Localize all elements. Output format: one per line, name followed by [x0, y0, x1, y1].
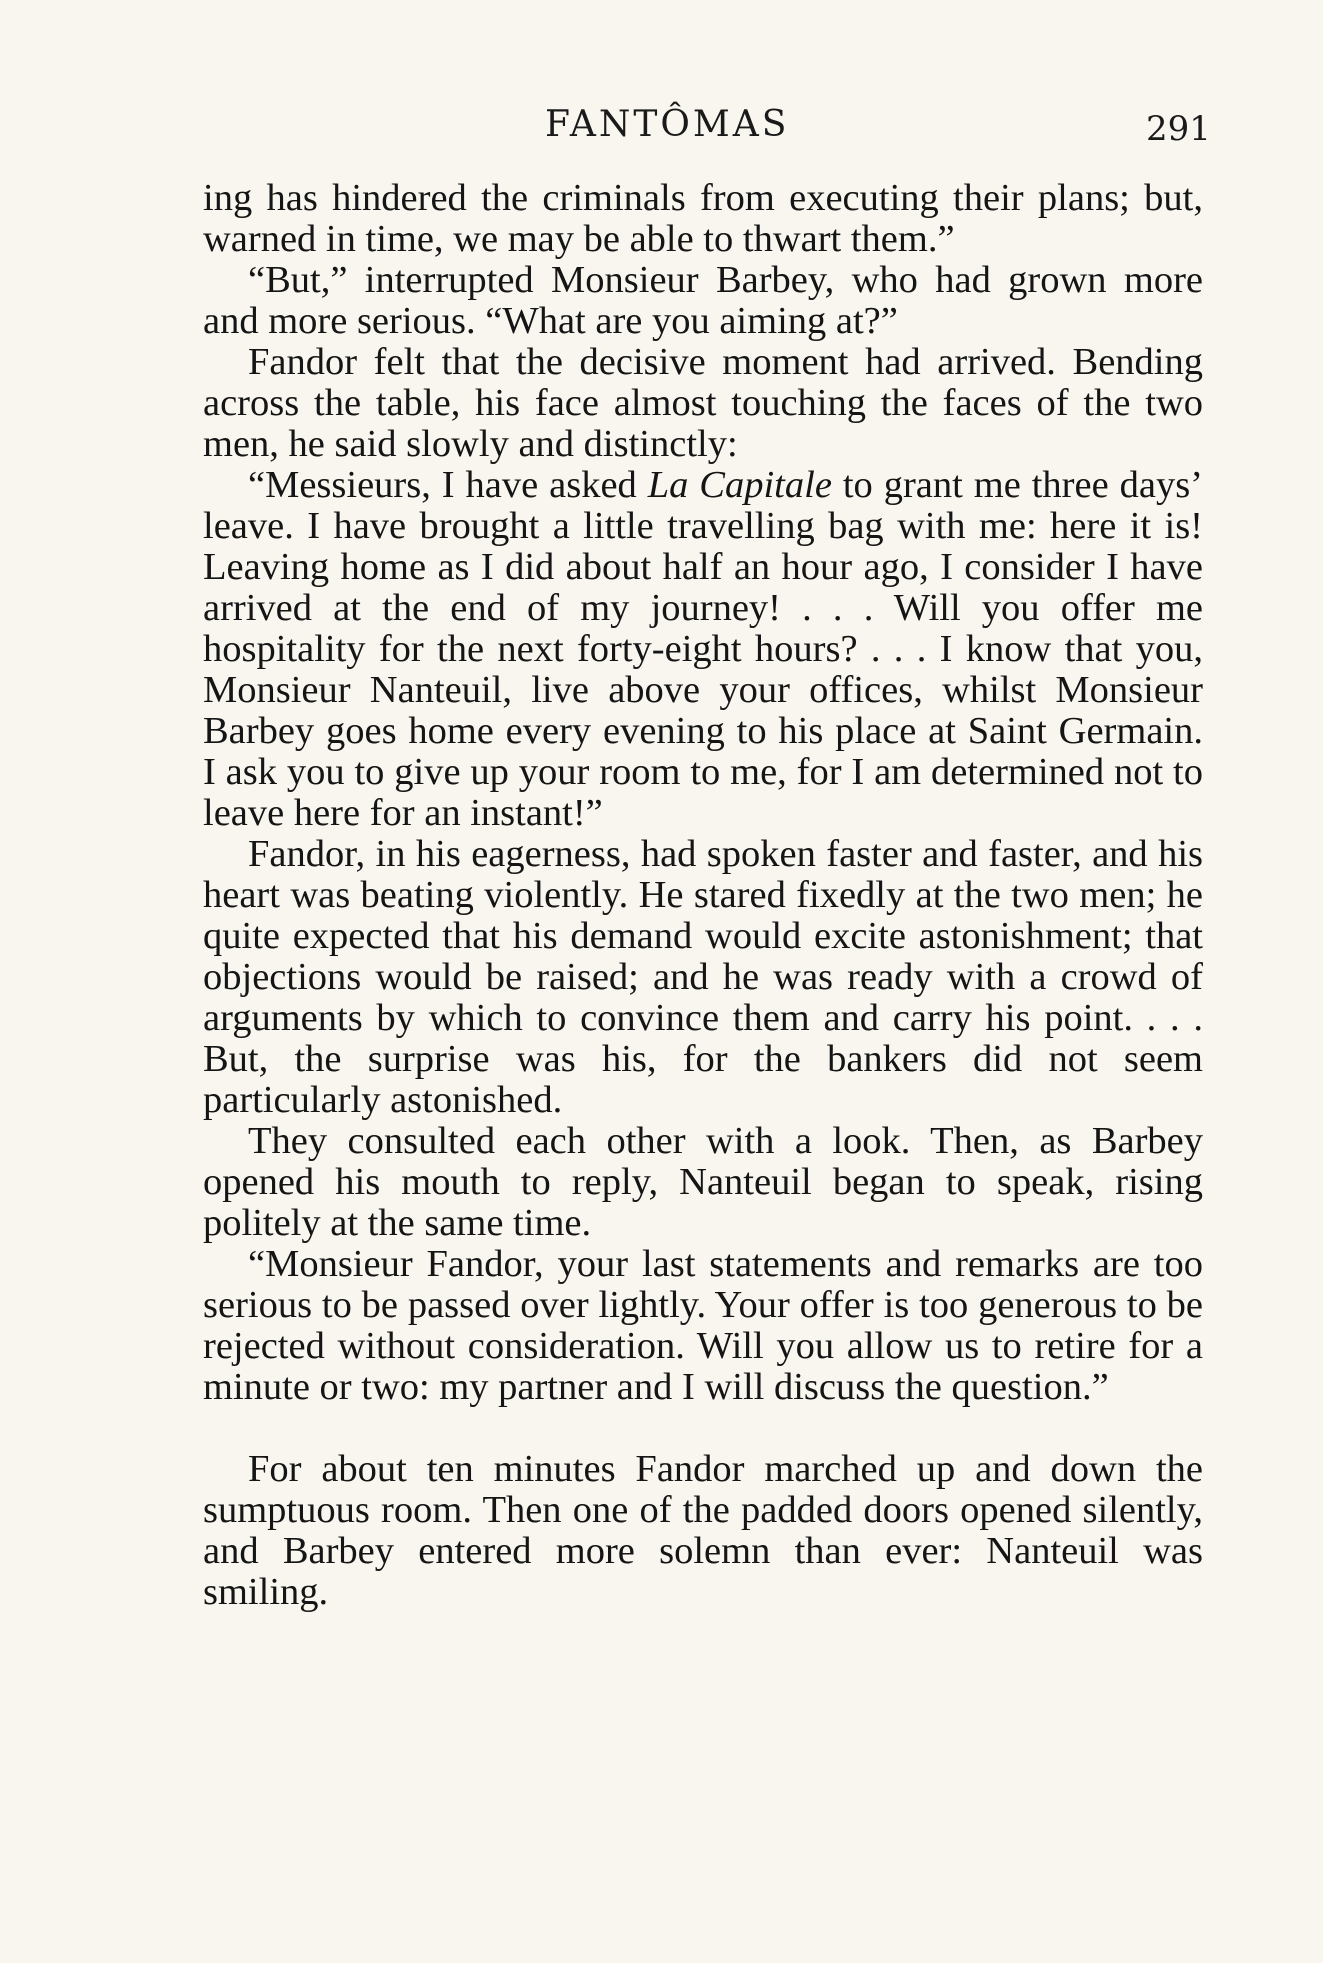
paragraph [203, 178, 1203, 260]
paragraph [203, 465, 1203, 834]
paragraph [203, 834, 1203, 1121]
body-text [203, 178, 1203, 1613]
paragraph-text: “But,” interrupted Monsieur Barbey, who had grown more and more serious. “What are you aiming at?” [203, 259, 1203, 342]
paragraph [203, 1449, 1203, 1613]
newspaper-title: La Capitale [647, 464, 832, 506]
page-number: 291 [1146, 109, 1211, 149]
paragraph-text: “Monsieur Fandor, your last statements and remarks are too serious to be passed over lightly. Your offer is too generous to be rejected without consideration. Will you allow us to retire for a minute or two: my partner and I will discuss the question.” [203, 1243, 1203, 1408]
paragraph [203, 260, 1203, 342]
running-title: FANTÔMAS [545, 104, 790, 145]
paragraph-text: “Messieurs, I have asked [248, 464, 648, 506]
paragraph-text: ing has hindered the criminals from executing their plans; but, warned in time, we may be able to thwart them.” [203, 177, 1203, 260]
paragraph [203, 342, 1203, 465]
paragraph-text: Fandor, in his eagerness, had spoken faster and faster, and his heart was beating violently. He stared fixedly at the two men; he quite expected that his demand would excite astonishment; that objections would be raised; and he was ready with a crowd of arguments by which to convince them and carry his point. . . . But, the surprise was his, for the bankers did not seem particularly astonished. [203, 833, 1203, 1121]
paragraph-text: For about ten minutes Fandor marched up and down the sumptuous room. Then one of the padded doors opened silently, and Barbey entered more solemn than ever: Nanteuil was smiling. [203, 1448, 1203, 1613]
paragraph-text: They consulted each other with a look. Then, as Barbey opened his mouth to reply, Nanteuil began to speak, rising politely at the same time. [203, 1120, 1203, 1244]
paragraph [203, 1121, 1203, 1244]
running-head [0, 100, 1323, 150]
paragraph [203, 1244, 1203, 1408]
paragraph-text: Fandor felt that the decisive moment had arrived. Bending across the table, his face almost touching the faces of the two men, he said slowly and distinctly: [203, 341, 1203, 465]
paragraph-text: to grant me three days’ leave. I have brought a little travelling bag with me: here it is! Leaving home as I did about half an hour ago, I consider I have arrived at the end of my journey! . . . Will you offer me hospitality for the next forty-eight hours? . . . I know that you, Monsieur Nanteuil, live above your offices, whilst Monsieur Barbey goes home every evening to his place at Saint Germain. I ask you to give up your room to me, for I am determined not to leave here for an instant!” [203, 464, 1203, 834]
section-break [203, 1408, 1203, 1449]
